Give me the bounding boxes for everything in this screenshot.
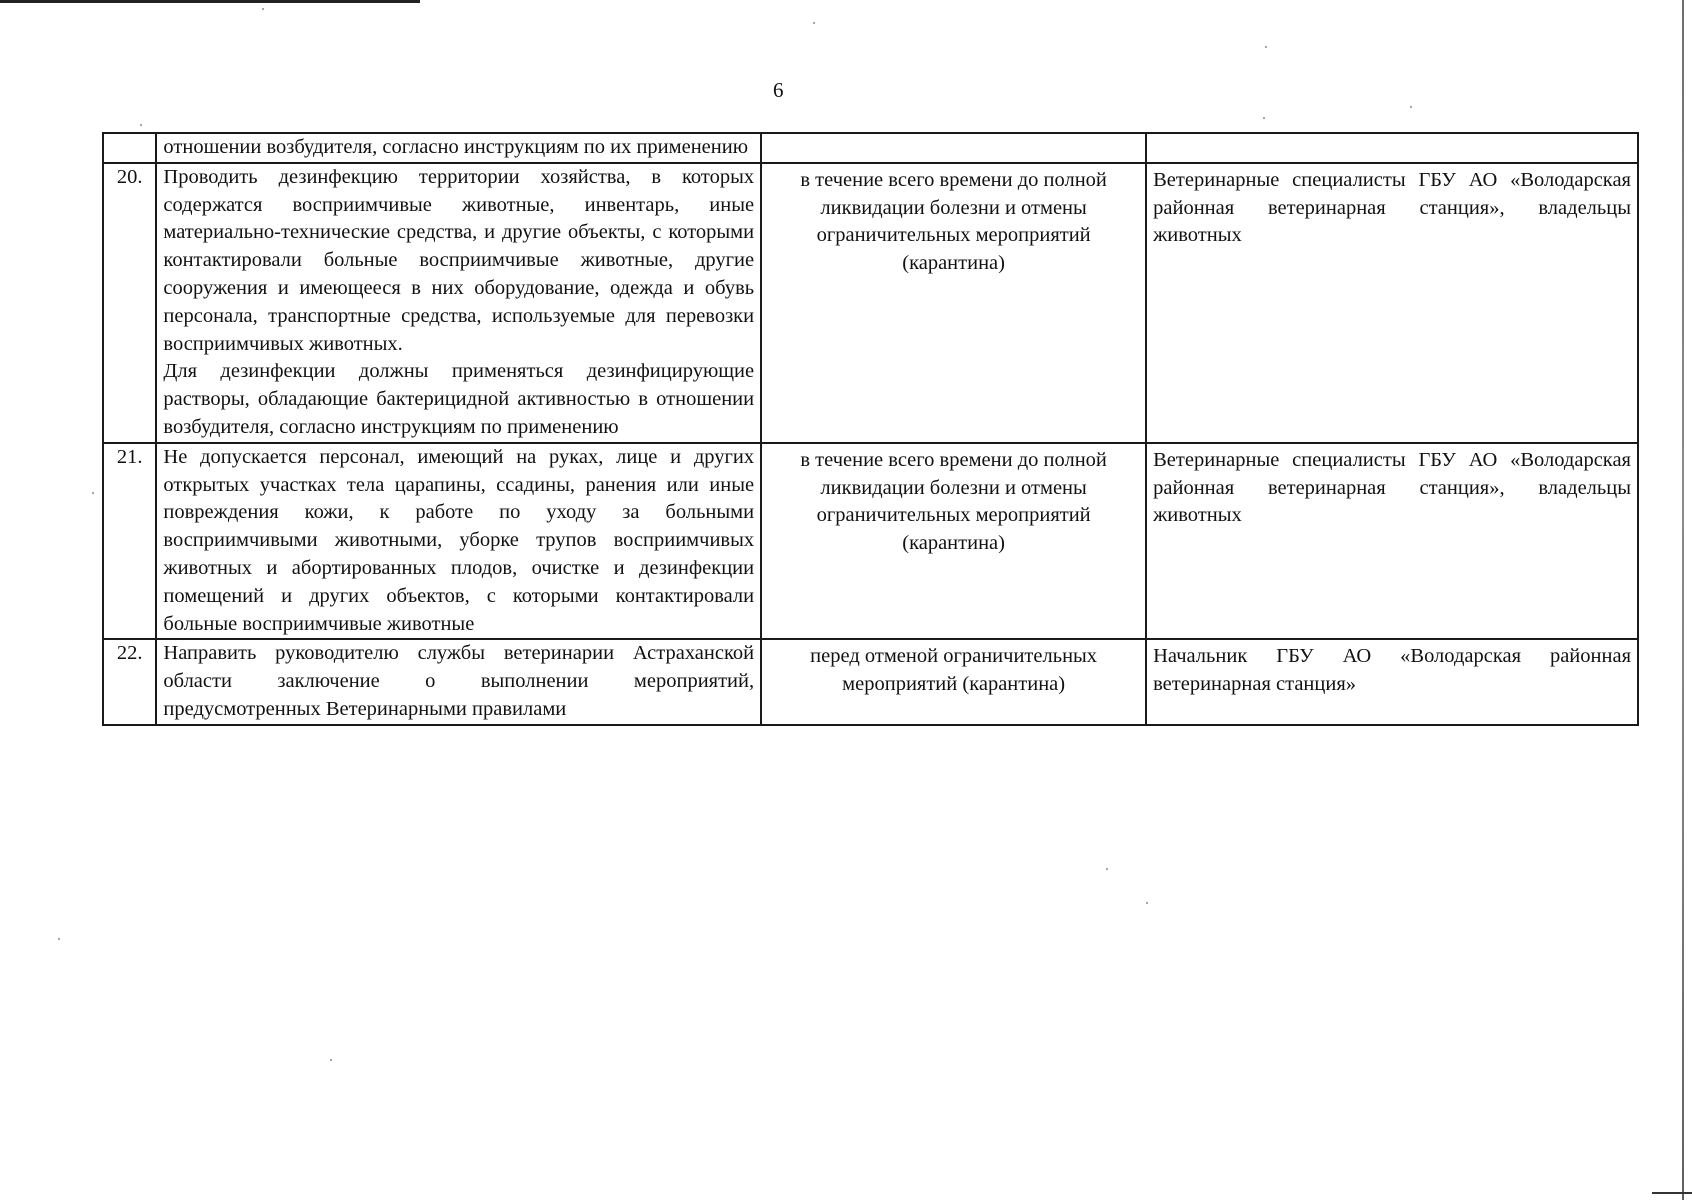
term-text: в течение всего времени до полной ликвидации болезни и отмены ограничительных мероприятий xyxy=(800,448,1107,527)
scan-speck xyxy=(330,1059,332,1061)
action-text: отношении возбудителя, согласно инструкциям по их применению xyxy=(163,136,749,158)
scan-speck xyxy=(58,938,60,940)
scan-speck xyxy=(1146,902,1148,904)
term-cell xyxy=(761,163,1146,443)
row-number: 20. xyxy=(103,163,156,443)
responsible-cell: Ветеринарные специалисты ГБУ АО «Володарская районная ветеринарная станция», владельцы животных xyxy=(1146,443,1638,640)
term-text: перед отменой ограничительных мероприятий (карантина) xyxy=(810,645,1098,696)
term-cell xyxy=(761,639,1146,724)
term-text: (карантина) xyxy=(902,252,1005,275)
scan-speck xyxy=(1263,117,1265,119)
action-text: Направить руководителю службы ветеринарии Астраханской области заключение о выполнении мероприятий, предусмотренных Ветеринарными правилами xyxy=(163,642,755,720)
row-number xyxy=(103,133,156,163)
action-cell xyxy=(156,163,761,443)
term-text: в течение всего времени до полной ликвидации болезни и отмены ограничительных мероприятий xyxy=(800,168,1107,247)
action-cell xyxy=(156,639,761,724)
responsible-cell: Ветеринарные специалисты ГБУ АО «Володарская районная ветеринарная станция», владельцы животных xyxy=(1146,163,1638,443)
scan-speck xyxy=(813,22,815,24)
table-row xyxy=(103,133,1638,163)
action-text: Для дезинфекции должны применяться дезинфицирующие растворы, обладающие бактерицидной активностью в отношении возбудителя, согласно инструкциям по применению xyxy=(163,360,755,438)
scan-speck xyxy=(1106,868,1108,870)
measures-table xyxy=(102,132,1639,726)
scan-speck xyxy=(92,492,94,494)
scan-corner-mark xyxy=(1652,1192,1692,1194)
scan-speck xyxy=(140,124,142,126)
table-row xyxy=(103,163,1638,443)
term-cell xyxy=(761,133,1146,163)
scan-edge-top xyxy=(0,0,420,3)
table-row xyxy=(103,639,1638,724)
term-text: (карантина) xyxy=(902,532,1005,555)
scan-edge-right xyxy=(1682,0,1684,1200)
action-text: Не допускается персонал, имеющий на руках, лице и других открытых участках тела царапины, ссадины, ранения или иные повреждения кожи, к работе по уходу за больными восприимчивыми животными, уборке трупов восприимчивых животных и абортированных плодов, очистке и дезинфекции помещений и других объектов, с которыми контактировали больные восприимчивые животные xyxy=(163,445,755,635)
responsible-cell: Начальник ГБУ АО «Володарская районная ветеринарная станция» xyxy=(1146,639,1638,724)
table-row xyxy=(103,443,1638,640)
action-text: Проводить дезинфекцию территории хозяйства, в которых содержатся восприимчивые животные, инвентарь, иные материально-технические средства, и другие объекты, с которыми контактировали больные восприимчивые животные, другие сооружения и имеющееся в них оборудование, одежда и обувь персонала, транспортные средства, используемые для перевозки восприимчивых животных. xyxy=(163,165,755,355)
scan-speck xyxy=(262,8,264,10)
scan-speck xyxy=(1265,46,1267,48)
action-cell xyxy=(156,443,761,640)
scan-speck xyxy=(1410,106,1412,108)
row-number: 21. xyxy=(103,443,156,640)
action-cell xyxy=(156,133,761,163)
row-number: 22. xyxy=(103,639,156,724)
responsible-cell xyxy=(1146,133,1638,163)
page-number: 6 xyxy=(773,78,784,102)
term-cell xyxy=(761,443,1146,640)
